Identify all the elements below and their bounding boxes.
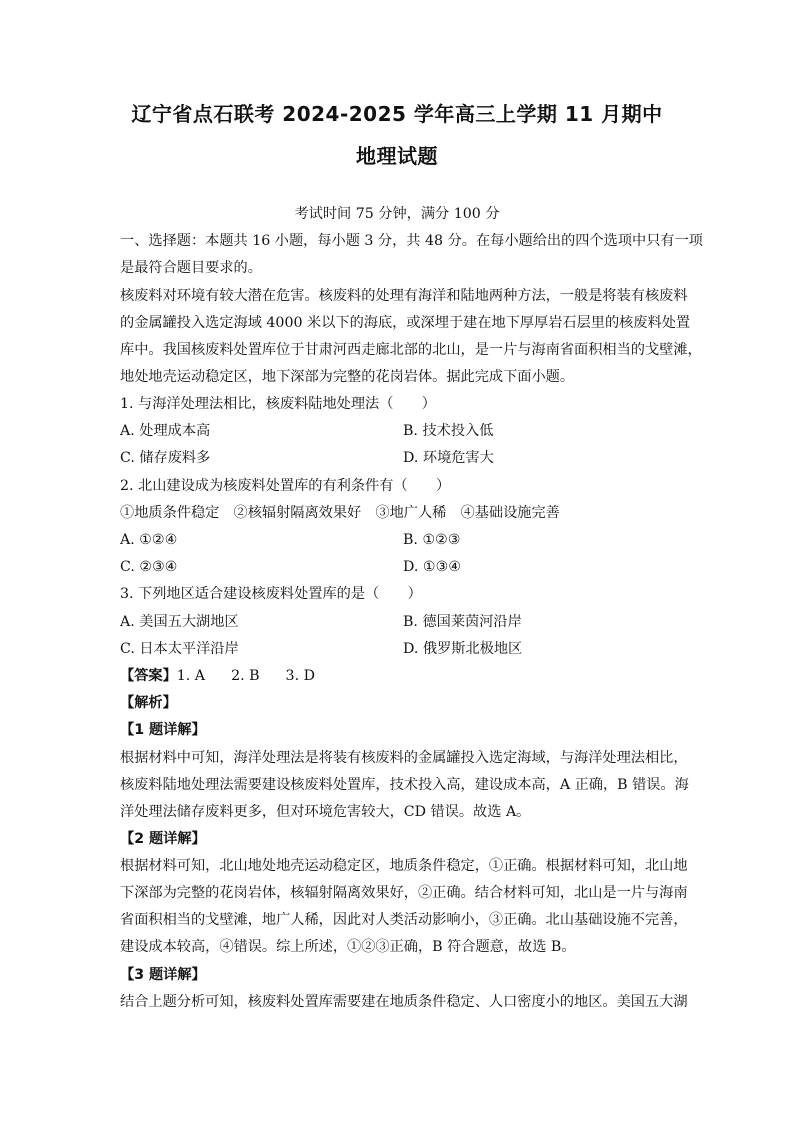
material-line: 核废料对环境有较大潜在危害。核废料的处理有海洋和陆地两种方法，一般是将装有核废料 [120,288,688,304]
option-a: A. ①②④ [120,532,178,548]
analysis-line: 根据材料中可知，海洋处理法是将装有核废料的金属罐投入选定海域，与海洋处理法相比， [120,750,688,766]
answer-item: 3. D [285,668,315,684]
analysis-q1-label: 【1 题详解】 [120,722,206,738]
material-line: 地处地壳运动稳定区，地下深部为完整的花岗岩体。据此完成下面小题。 [120,369,575,385]
option-d: D. ①③④ [403,559,462,575]
answer-item: 1. A [176,668,206,684]
document-subtitle: 地理试题 [356,144,438,168]
analysis-line: 根据材料可知，北山地处地壳运动稳定区，地质条件稳定，①正确。根据材料可知，北山地 [120,858,688,874]
answer-label: 【答案】 [120,668,177,684]
question-stem: 2. 北山建设成为核废料处置库的有利条件有（ ） [120,478,451,494]
analysis-q2-label: 【2 题详解】 [120,831,206,847]
option-d: D. 俄罗斯北极地区 [403,641,523,657]
analysis-q3-label: 【3 题详解】 [120,967,206,983]
option-c: C. ②③④ [120,559,178,575]
answer-item: 2. B [231,668,260,684]
section-intro-line: 是最符合题目要求的。 [120,260,262,276]
analysis-line: 建设成本较高，④错误。综上所述，①②③正确，B 符合题意，故选 B。 [120,939,576,955]
option-b: B. 技术投入低 [403,423,494,439]
option-a: A. 处理成本高 [120,423,211,439]
option-b: B. 德国莱茵河沿岸 [403,614,522,630]
analysis-line: 洋处理法储存废料更多，但对环境危害较大，CD 错误。故选 A。 [120,804,531,820]
document-title: 辽宁省点石联考 2024-2025 学年高三上学期 11 月期中 [131,102,663,126]
material-line: 的金属罐投入选定海域 4000 米以下的海底，或深埋于建在地下厚厚岩石层里的核废料处置 [120,315,691,331]
analysis-line: 省面积相当的戈壁滩，地广人稀，因此对人类活动影响小，③正确。北山基础设施不完善， [120,912,688,928]
exam-info: 考试时间 75 分钟，满分 100 分 [294,206,500,222]
analysis-line: 结合上题分析可知，核废料处置库需要建在地质条件稳定、人口密度小的地区。美国五大湖 [120,994,688,1010]
question-stem: 3. 下列地区适合建设核废料处置库的是（ ） [120,586,422,602]
option-b: B. ①②③ [403,532,461,548]
question-stem: 1. 与海洋处理法相比，核废料陆地处理法（ ） [120,396,436,412]
option-a: A. 美国五大湖地区 [120,614,239,630]
option-c: C. 日本太平洋沿岸 [120,641,239,657]
option-d: D. 环境危害大 [403,450,494,466]
analysis-label: 【解析】 [120,695,177,711]
analysis-line: 下深部为完整的花岗岩体，核辐射隔离效果好，②正确。结合材料可知，北山是一片与海南 [120,885,688,901]
question-conditions: ①地质条件稳定 ②核辐射隔离效果好 ③地广人稀 ④基础设施完善 [120,505,560,521]
analysis-line: 核废料陆地处理法需要建设核废料处置库，技术投入高，建设成本高，A 正确，B 错误。海 [120,777,689,793]
material-line: 库中。我国核废料处置库位于甘肃河西走廊北部的北山，是一片与海南省面积相当的戈壁滩， [120,342,702,358]
option-c: C. 储存废料多 [120,450,211,466]
section-intro-line: 一、选择题：本题共 16 小题，每小题 3 分，共 48 分。在每小题给出的四个选项中只有一项 [120,233,703,249]
answer-line [120,666,680,686]
